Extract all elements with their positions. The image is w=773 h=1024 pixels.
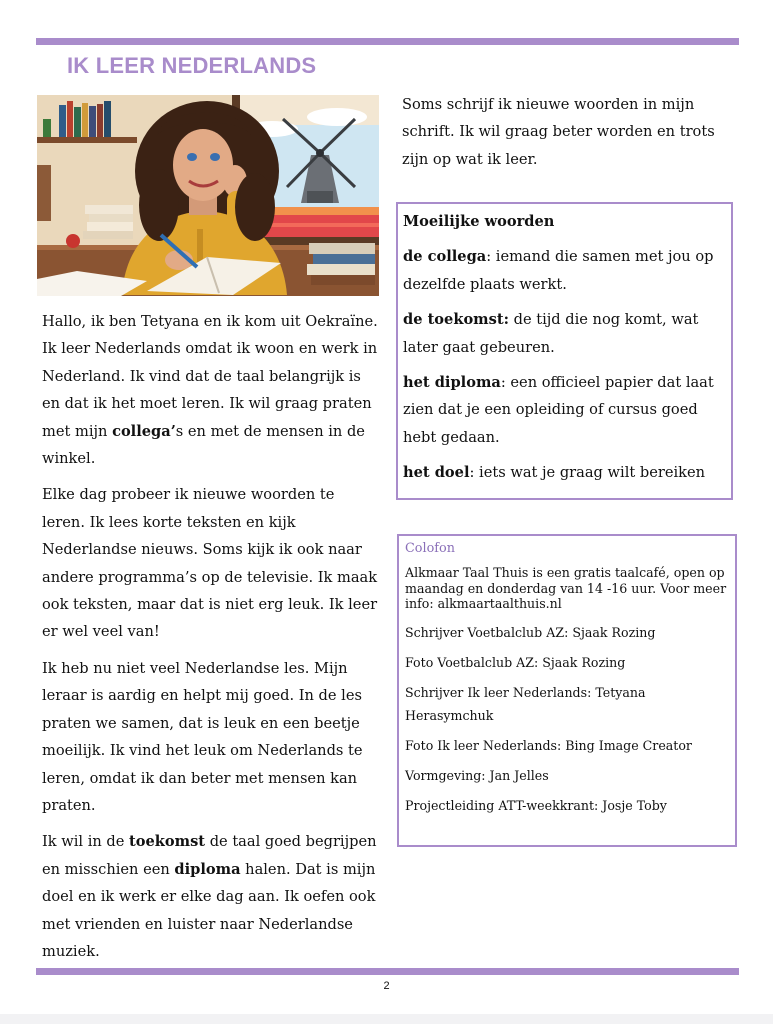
word-term: het diploma xyxy=(403,374,501,392)
article-paragraph-5: Soms schrijf ik nieuwe woorden in mijn schrift. Ik wil graag beter worden en trots zijn op wat ik leer. xyxy=(402,96,715,168)
difficult-words-box xyxy=(396,202,733,500)
colofon-line: Foto Voetbalclub AZ: Sjaak Rozing xyxy=(405,654,626,670)
article-text: de taal goed begrijpen en misschien een xyxy=(42,833,377,878)
top-divider xyxy=(36,38,739,45)
article-text: s en met de mensen in de winkel. xyxy=(42,422,365,468)
bottom-divider xyxy=(36,968,739,975)
word-term: de collega xyxy=(403,248,487,266)
colofon-line: Vormgeving: Jan Jelles xyxy=(405,767,549,783)
article-text: Ik wil in de xyxy=(42,833,130,851)
difficult-words-heading: Moeilijke woorden xyxy=(403,213,555,230)
article-body xyxy=(42,308,378,974)
colofon-line: Projectleiding ATT-weekkrant: Josje Toby xyxy=(405,797,667,813)
colofon-line: Schrijver Voetbalclub AZ: Sjaak Rozing xyxy=(405,624,656,640)
colofon-line: Foto Ik leer Nederlands: Bing Image Creator xyxy=(405,737,692,753)
word-entry-doel xyxy=(403,459,731,486)
word-entry-collega xyxy=(403,243,731,298)
article-text: halen. Dat is mijn doel en ik werk er elke dag aan. Ik oefen ook met vrienden en luister naar Nederlandse muziek. xyxy=(42,860,376,960)
page-bottom-edge xyxy=(0,1014,773,1024)
article-text: Hallo, ik ben Tetyana en ik kom uit Oekraïne. Ik leer Nederlands omdat ik woon en werk in Nederland. Ik vind dat de taal belangrijk is en dat ik het moet leren. Ik wil graag praten met mijn xyxy=(42,313,378,440)
colofon-line: Schrijver Ik leer Nederlands: Tetyana Herasymchuk xyxy=(405,684,646,723)
article-paragraph-2: Elke dag probeer ik nieuwe woorden te leren. Ik lees korte teksten en kijk Nederlandse nieuws. Soms kijk ik ook naar andere programma’s op de televisie. Ik maak ook teksten, maar dat is niet erg leuk. Ik leer er wel veel van! xyxy=(42,486,378,641)
word-term: het doel xyxy=(403,464,470,482)
article-paragraph-4 xyxy=(42,828,378,965)
word-definition: : een officieel papier dat laat zien dat je een opleiding of cursus goed hebt gedaan. xyxy=(403,374,714,446)
bold-word-toekomst: toekomst xyxy=(129,833,206,851)
word-entry-toekomst xyxy=(403,306,731,361)
illustration-woman-studying-windmill xyxy=(37,95,379,296)
colofon-box xyxy=(397,534,737,847)
word-definition: de tijd die nog komt, wat later gaat gebeuren. xyxy=(403,311,699,356)
bold-word-diploma: diploma xyxy=(174,860,241,878)
word-term: de toekomst: xyxy=(403,311,509,329)
colofon-heading: Colofon xyxy=(405,541,455,556)
colofon-info: Alkmaar Taal Thuis is een gratis taalcafé, open op maandag en donderdag van 14 -16 uur. Voor meer info: alkmaartaalthuis.nl xyxy=(405,565,727,611)
page-number: 2 xyxy=(383,980,390,992)
word-entry-diploma xyxy=(403,369,731,451)
page-title: IK LEER NEDERLANDS xyxy=(67,53,317,78)
article-paragraph-1 xyxy=(42,308,378,472)
bold-word-collega: collega’ xyxy=(112,422,176,440)
word-definition: : iemand die samen met jou op dezelfde plaats werkt. xyxy=(403,248,714,293)
word-definition: : iets wat je graag wilt bereiken xyxy=(469,464,706,482)
article-paragraph-3: Ik heb nu niet veel Nederlandse les. Mijn leraar is aardig en helpt mij goed. In de les praten we samen, dat is leuk en een beetje moeilijk. Ik vind het leuk om Nederlands te leren, omdat ik dan beter met mensen kan praten. xyxy=(42,659,363,814)
